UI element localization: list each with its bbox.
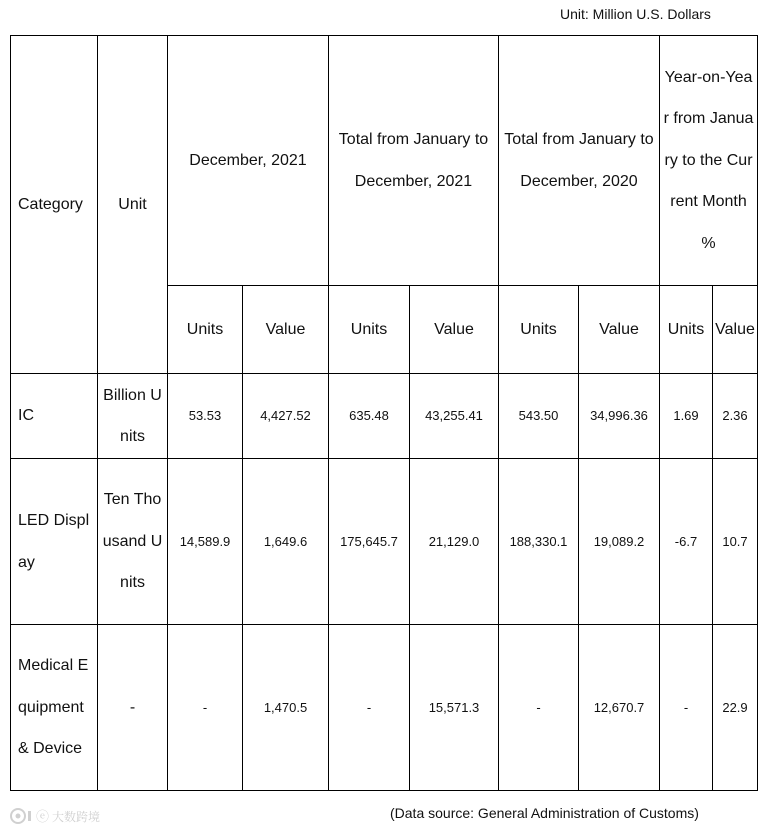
subheader-units: Units	[660, 286, 713, 374]
cell-total-2021-value: 43,255.41	[410, 374, 499, 459]
subheader-value: Value	[410, 286, 499, 374]
cell-dec-2021-units: -	[168, 625, 243, 791]
cell-yoy-value: 2.36	[713, 374, 758, 459]
cell-dec-2021-value: 4,427.52	[243, 374, 329, 459]
cell-total-2020-units: -	[499, 625, 579, 791]
header-total-2021: Total from January to December, 2021	[329, 36, 499, 286]
cell-total-2021-units: 175,645.7	[329, 459, 410, 625]
subheader-units: Units	[168, 286, 243, 374]
cell-dec-2021-units: 14,589.9	[168, 459, 243, 625]
cell-dec-2021-units: 53.53	[168, 374, 243, 459]
subheader-value: Value	[579, 286, 660, 374]
header-unit: Unit	[98, 36, 168, 374]
customs-data-table	[10, 35, 758, 791]
cell-dec-2021-value: 1,649.6	[243, 459, 329, 625]
table-row	[11, 625, 758, 791]
header-row	[11, 36, 758, 286]
subheader-units: Units	[499, 286, 579, 374]
cell-yoy-units: 1.69	[660, 374, 713, 459]
watermark-logo	[8, 806, 108, 826]
row-category: LED Display	[11, 459, 98, 625]
cell-total-2021-value: 15,571.3	[410, 625, 499, 791]
cell-yoy-units: -6.7	[660, 459, 713, 625]
row-category: Medical Equipment & Device	[11, 625, 98, 791]
row-unit: -	[98, 625, 168, 791]
svg-text:ⓔ: ⓔ	[36, 810, 50, 825]
subheader-units: Units	[329, 286, 410, 374]
row-unit: Ten Thousand Units	[98, 459, 168, 625]
cell-total-2020-value: 19,089.2	[579, 459, 660, 625]
subheader-value: Value	[243, 286, 329, 374]
unit-note: Unit: Million U.S. Dollars	[560, 6, 711, 22]
subheader-value: Value	[713, 286, 758, 374]
cell-yoy-value: 22.9	[713, 625, 758, 791]
source-note: (Data source: General Administration of Customs)	[390, 805, 699, 821]
table-row	[11, 459, 758, 625]
cell-total-2020-value: 34,996.36	[579, 374, 660, 459]
cell-yoy-value: 10.7	[713, 459, 758, 625]
header-year-on-year: Year-on-Year from January to the Current Month %	[660, 36, 758, 286]
cell-total-2021-units: -	[329, 625, 410, 791]
row-unit: Billion Units	[98, 374, 168, 459]
header-category: Category	[11, 36, 98, 374]
row-category: IC	[11, 374, 98, 459]
header-total-2020: Total from January to December, 2020	[499, 36, 660, 286]
svg-text:大数跨境: 大数跨境	[52, 810, 101, 824]
cell-total-2021-value: 21,129.0	[410, 459, 499, 625]
cell-total-2020-units: 188,330.1	[499, 459, 579, 625]
cell-total-2021-units: 635.48	[329, 374, 410, 459]
cell-total-2020-units: 543.50	[499, 374, 579, 459]
header-december-2021: December, 2021	[168, 36, 329, 286]
table-row	[11, 374, 758, 459]
cell-total-2020-value: 12,670.7	[579, 625, 660, 791]
cell-yoy-units: -	[660, 625, 713, 791]
cell-dec-2021-value: 1,470.5	[243, 625, 329, 791]
